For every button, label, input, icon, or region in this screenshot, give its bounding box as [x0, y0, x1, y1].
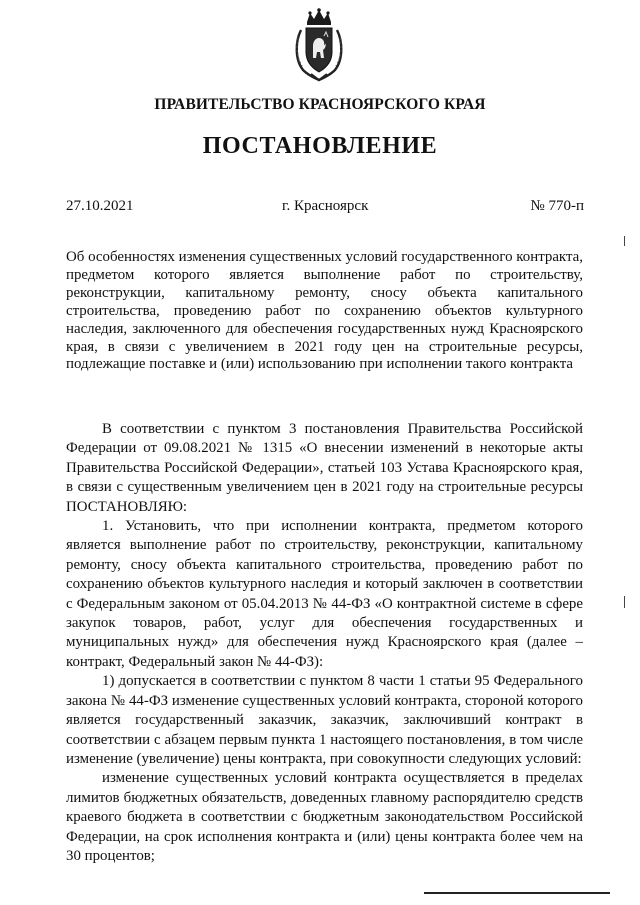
document-date: 27.10.2021 [66, 198, 134, 214]
footer-rule [424, 892, 610, 894]
document-city: г. Красноярск [282, 198, 369, 214]
scan-margin-mark [624, 236, 625, 246]
document-number: № 770-п [530, 198, 584, 214]
organization-title: ПРАВИТЕЛЬСТВО КРАСНОЯРСКОГО КРАЯ [154, 96, 486, 113]
crown-icon [307, 8, 331, 25]
preamble-paragraph: В соответствии с пунктом 3 постановления Правительства Российской Федерации от 09.08.2021 № 1315 «О внесении изменений в некоторые акты Правительства Российской Федерации», статьей 103 Устава Красноярского края, в связи с существенным увеличением цен в 2021 году на строительные ресурсы ПОСТАНОВЛЯЮ: [66, 421, 583, 515]
document-body [66, 420, 583, 866]
scan-margin-mark [624, 596, 625, 608]
subitem-1-paragraph: 1) допускается в соответствии с пунктом 8 части 1 статьи 95 Федерального закона № 44-ФЗ изменение существенных условий контракта, стороной которого является государственный заказчик, заказчик, заключивший контракт в соответствии с абзацем первым пункта 1 настоящего постановления, в том числе изменение (увеличение) цены контракта, при совокупности следующих условий: [66, 673, 583, 767]
document-type-heading: ПОСТАНОВЛЕНИЕ [202, 133, 438, 159]
condition-1-paragraph: изменение существенных условий контракта осуществляется в пределах лимитов бюджетных обязательств, доведенных главному распорядителю средств краевого бюджета в соответствии с бюджетным законодательством Российской Федерации, на срок исполнения контракта и (или) цены контракта более чем на 30 процентов; [66, 770, 583, 864]
item-1-paragraph: 1. Установить, что при исполнении контракта, предметом которого является выполнение работ по строительству, реконструкции, капитальному ремонту, сносу объекта капитального строительства, проведению работ по сохранению объектов культурного наследия и который заключен в соответствии с Федеральным законом от 05.04.2013 № 44-ФЗ «О контрактной системе в сфере закупок товаров, работ, услуг для обеспечения государственных и муниципальных нужд» для обеспечения нужд Красноярского края (далее – контракт, Федеральный закон № 44-ФЗ): [66, 518, 583, 670]
document-subject-title: Об особенностях изменения существенных условий государственного контракта, предметом которого является выполнение работ по строительству, реконструкции, капитальному ремонту, сносу объекта капитального строительства, проведению работ по сохранению объектов культурного наследия, заключенного для обеспечения государственных нужд Красноярского края, в связи с увеличением в 2021 году цен на строительные ресурсы, подлежащие поставке и (или) использованию при исполнении такого контракта [66, 249, 583, 373]
coat-of-arms-icon [293, 8, 345, 82]
